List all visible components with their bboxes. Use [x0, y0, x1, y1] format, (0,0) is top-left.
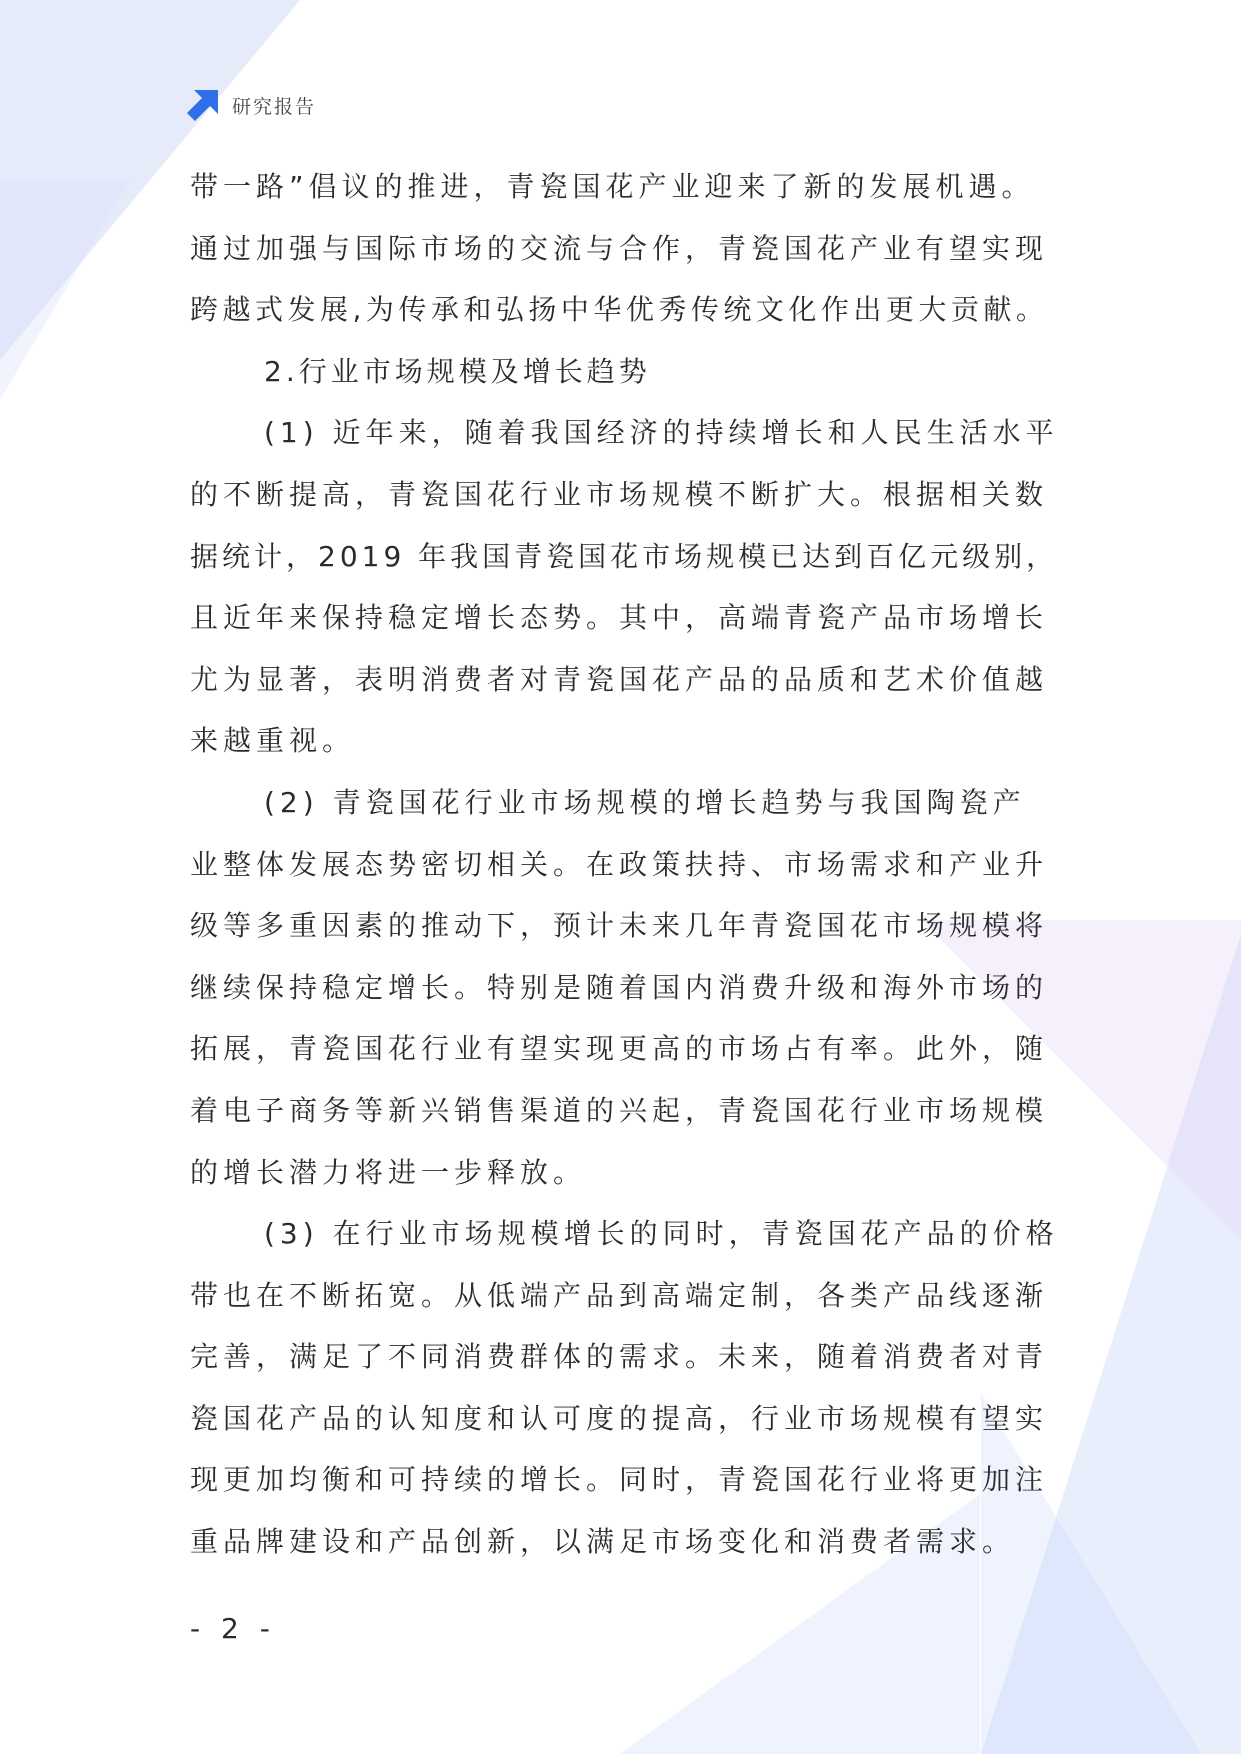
paragraph-start: (2) 青瓷国花行业市场规模的增长趋势与我国陶瓷产 — [264, 785, 1026, 819]
paragraph-start: (3) 在行业市场规模增长的同时，青瓷国花产品的价格 — [264, 1217, 1059, 1251]
body-line: 通过加强与国际市场的交流与合作，青瓷国花产业有望实现 — [190, 231, 1049, 265]
body-line: 带也在不断拓宽。从低端产品到高端定制，各类产品线逐渐 — [190, 1278, 1049, 1312]
body-line: 的不断提高，青瓷国花行业市场规模不断扩大。根据相关数 — [190, 477, 1049, 511]
body-line: 级等多重因素的推动下，预计未来几年青瓷国花市场规模将 — [190, 909, 1049, 943]
body-line: 瓷国花产品的认知度和认可度的提高，行业市场规模有望实 — [190, 1401, 1049, 1435]
body-line: 拓展，青瓷国花行业有望实现更高的市场占有率。此外，随 — [190, 1032, 1049, 1066]
document-body — [190, 156, 1060, 1573]
body-line: 据统计，2019 年我国青瓷国花市场规模已达到百亿元级别， — [190, 539, 1059, 573]
body-line: 现更加均衡和可持续的增长。同时，青瓷国花行业将更加注 — [190, 1463, 1049, 1497]
header-title: 研究报告 — [232, 95, 317, 118]
body-line: 且近年来保持稳定增长态势。其中，高端青瓷产品市场增长 — [190, 601, 1049, 635]
body-line: 完善，满足了不同消费群体的需求。未来，随着消费者对青 — [190, 1340, 1049, 1374]
arrow-up-right-icon — [186, 88, 220, 122]
body-line: 跨越式发展,为传承和弘扬中华优秀传统文化作出更大贡献。 — [190, 293, 1049, 327]
paragraph-start: (1) 近年来，随着我国经济的持续增长和人民生活水平 — [264, 416, 1059, 450]
body-line: 着电子商务等新兴销售渠道的兴起，青瓷国花行业市场规模 — [190, 1093, 1049, 1127]
background-shape — [0, 180, 130, 400]
body-line: 带一路”倡议的推进，青瓷国花产业迎来了新的发展机遇。 — [190, 170, 1035, 203]
body-line: 重品牌建设和产品创新，以满足市场变化和消费者需求。 — [190, 1525, 1016, 1559]
section-heading: 2.行业市场规模及增长趋势 — [264, 354, 651, 388]
body-line: 来越重视。 — [190, 724, 356, 758]
body-line: 业整体发展态势密切相关。在政策扶持、市场需求和产业升 — [190, 847, 1049, 881]
body-line: 的增长潜力将进一步释放。 — [190, 1155, 587, 1189]
body-line: 尤为显著，表明消费者对青瓷国花产品的品质和艺术价值越 — [190, 662, 1049, 696]
document-header — [186, 88, 316, 122]
body-line: 继续保持稳定增长。特别是随着国内消费升级和海外市场的 — [190, 970, 1049, 1004]
page-number: - 2 - — [190, 1612, 276, 1645]
